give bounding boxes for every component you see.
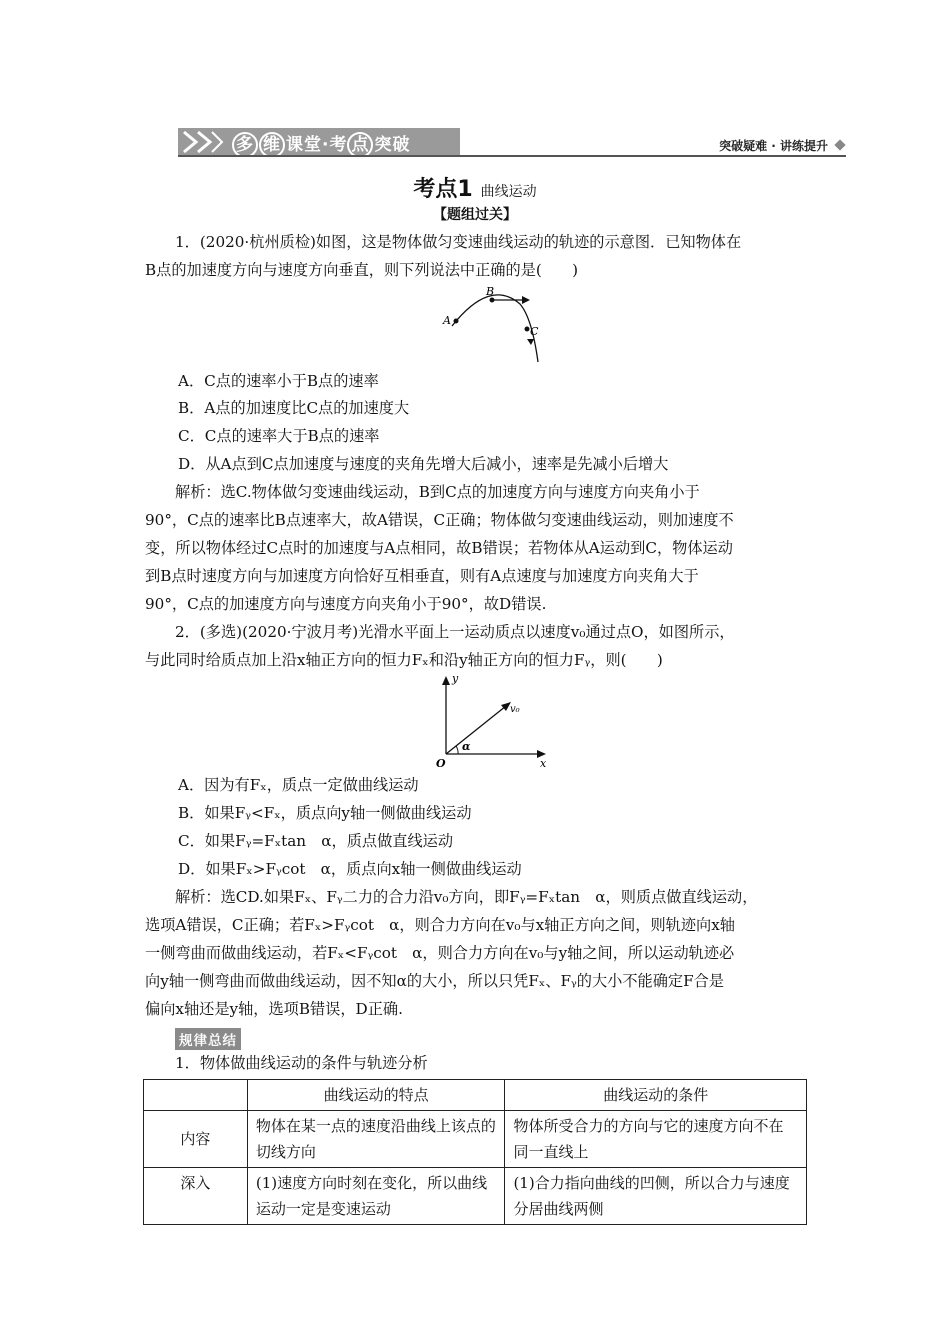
banner-char: 考	[329, 135, 348, 155]
table-cell: 内容	[144, 1111, 248, 1168]
table-header: 曲线运动的特点	[247, 1080, 505, 1111]
q2-line: 2．(多选)(2020·宁波月考)光滑水平面上一运动质点以速度v₀通过点O，如图所示，	[175, 623, 735, 641]
banner-char: 突	[374, 135, 393, 155]
section-subtitle: 曲线运动	[480, 184, 537, 200]
banner-char: 堂	[304, 135, 322, 155]
q2-option: A．因为有Fₓ，质点一定做曲线运动	[178, 776, 419, 794]
q1-option: C．C点的速率大于B点的速率	[178, 427, 380, 445]
table-cell: (1)合力指向曲线的凹侧，所以合力与速度分居曲线两侧	[505, 1168, 807, 1225]
q2-analysis: 选项A错误，C正确；若Fₓ>Fᵧcot α，则合力方向在v₀与x轴正方向之间，则轨迹向x轴	[145, 916, 735, 934]
summary-table	[143, 1079, 807, 1225]
origin-label: O	[436, 757, 446, 770]
banner-subtitle: 突破疑难 · 讲练提升	[719, 139, 828, 153]
table-cell: (1)速度方向时刻在变化，所以曲线运动一定是变速运动	[247, 1168, 505, 1225]
fig-label-b: B	[486, 285, 495, 298]
summary-badge: 规律总结	[175, 1028, 241, 1050]
banner-char: 课	[286, 135, 304, 155]
q1-option: D．从A点到C点加速度与速度的夹角先增大后减小，速率是先减小后增大	[178, 455, 669, 473]
q2-option: B．如果Fᵧ<Fₓ，质点向y轴一侧做曲线运动	[178, 804, 472, 822]
table-header	[144, 1080, 248, 1111]
angle-label: α	[462, 740, 471, 753]
banner-char: ·	[322, 135, 330, 155]
q2-analysis: 解析：选CD.如果Fₓ、Fᵧ二力的合力沿v₀方向，即Fᵧ=Fₓtan α，则质点做直线运动，	[175, 888, 758, 906]
table-row	[144, 1168, 807, 1225]
table-header: 曲线运动的条件	[505, 1080, 807, 1111]
banner-char: 点	[347, 132, 373, 158]
q1-line: B点的加速度方向与速度方向垂直，则下列说法中正确的是( )	[145, 261, 579, 279]
section-banner	[178, 128, 846, 160]
double-chevron-icon	[180, 130, 224, 154]
velocity-label: v₀	[510, 704, 520, 715]
q2-line: 与此同时给质点加上沿x轴正方向的恒力Fₓ和沿y轴正方向的恒力Fᵧ，则( )	[145, 651, 663, 669]
q1-option: B．A点的加速度比C点的加速度大	[178, 399, 410, 417]
axis-label-y: y	[452, 672, 459, 685]
table-cell: 物体在某一点的速度沿曲线上该点的切线方向	[247, 1111, 505, 1168]
q2-analysis: 一侧弯曲而做曲线运动，若Fₓ<Fᵧcot α，则合力方向在v₀与y轴之间，所以运动轨迹必	[145, 944, 735, 962]
group-title: 【题组过关】	[433, 207, 517, 223]
q1-analysis: 变，所以物体经过C点时的加速度与A点相同，故B错误；若物体从A运动到C，物体运动	[145, 539, 733, 557]
q1-analysis: 90°，C点的加速度方向与速度方向夹角小于90°，故D错误.	[145, 595, 547, 613]
q1-analysis: 90°，C点的速率比B点速率大，故A错误，C正确；物体做匀变速曲线运动，则加速度不	[145, 511, 734, 529]
q2-option: C．如果Fᵧ=Fₓtan α，质点做直线运动	[178, 832, 454, 850]
banner-title	[232, 130, 410, 158]
summary-heading: 1．物体做曲线运动的条件与轨迹分析	[175, 1054, 428, 1072]
section-number: 考点1	[413, 177, 473, 202]
coordinate-figure	[406, 672, 556, 770]
table-cell: 深入	[144, 1168, 248, 1225]
table-cell: 物体所受合力的方向与它的速度方向不在同一直线上	[505, 1111, 807, 1168]
table-header-row	[144, 1080, 807, 1111]
banner-char: 维	[259, 132, 285, 158]
trajectory-figure	[440, 284, 550, 368]
banner-underline	[178, 155, 846, 157]
fig-label-c: C	[530, 325, 539, 338]
banner-char: 多	[232, 132, 258, 158]
q1-analysis: 解析：选C.物体做匀变速曲线运动，B到C点的加速度方向与速度方向夹角小于	[175, 483, 700, 501]
table-row	[144, 1111, 807, 1168]
q1-analysis: 到B点时速度方向与加速度方向恰好互相垂直，则有A点速度与加速度方向夹角大于	[145, 567, 699, 585]
axis-label-x: x	[540, 757, 547, 770]
q1-option: A．C点的速率小于B点的速率	[178, 372, 379, 390]
banner-bar	[178, 128, 460, 156]
q2-analysis: 偏向x轴还是y轴，选项B错误，D正确.	[145, 1000, 403, 1018]
banner-char: 破	[392, 135, 411, 155]
q2-analysis: 向y轴一侧弯曲而做曲线运动，因不知α的大小，所以只凭Fₓ、Fᵧ的大小不能确定F合是	[145, 972, 724, 990]
fig-label-a: A	[443, 314, 451, 327]
q1-line: 1．(2020·杭州质检)如图，这是物体做匀变速曲线运动的轨迹的示意图．已知物体在	[175, 233, 742, 251]
section-title	[0, 172, 950, 203]
q2-option: D．如果Fₓ>Fᵧcot α，质点向x轴一侧做曲线运动	[178, 860, 522, 878]
diamond-icon	[834, 139, 845, 150]
